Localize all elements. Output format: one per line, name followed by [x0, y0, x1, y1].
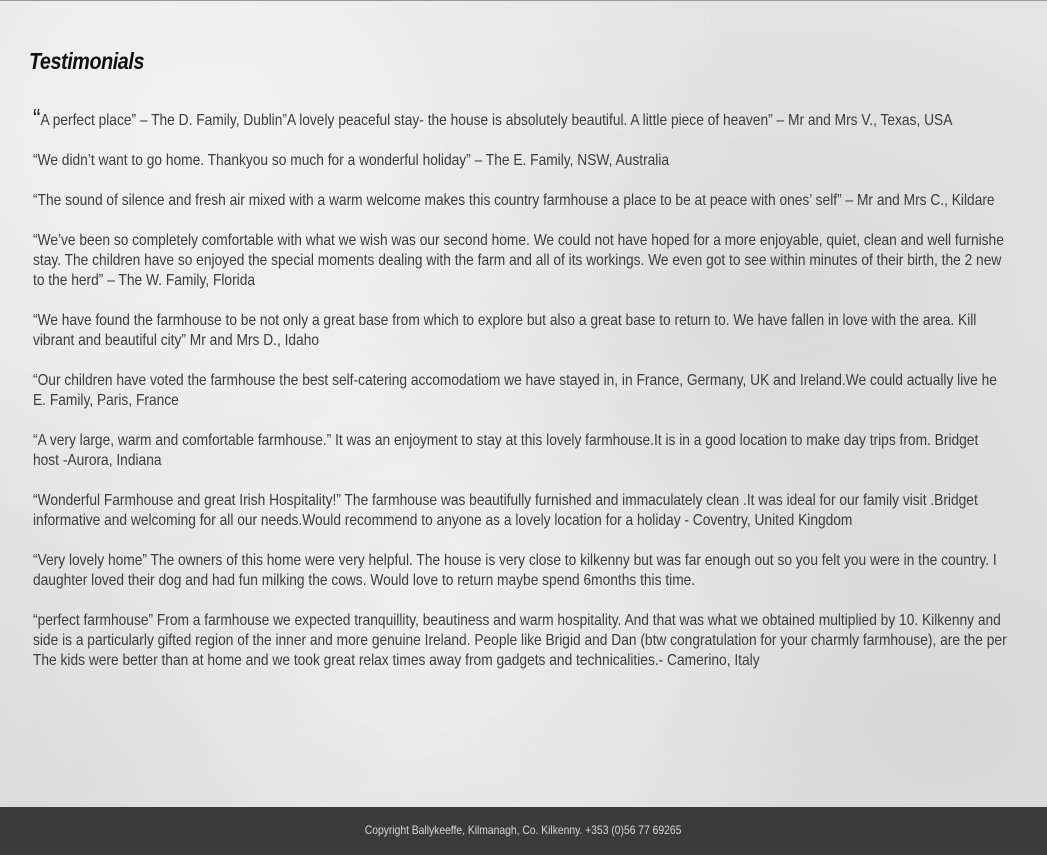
testimonial-item	[33, 311, 1044, 351]
testimonial-text: “The sound of silence and fresh air mixed with a warm welcome makes this country farmhouse a place to be at peace with ones’ self” – Mr and Mrs C., Kildare	[33, 192, 995, 209]
testimonial-text: “A very large, warm and comfortable farmhouse.” It was an enjoyment to stay at this lovely farmhouse.It is in a good location to make day trips from. Bridget	[33, 432, 979, 449]
testimonial-text: to the herd” – The W. Family, Florida	[33, 272, 256, 289]
footer-copyright	[0, 823, 1047, 837]
testimonial-text: The kids were better than at home and we took great relax times away from gadgets and technicalities.- Camerino, Italy	[33, 652, 760, 669]
testimonial-text: host -Aurora, Indiana	[33, 452, 162, 469]
testimonial-text: daughter loved their dog and had fun milking the cows. Would love to return maybe spend 6months this time.	[33, 572, 696, 589]
testimonials-list	[33, 103, 1047, 691]
testimonial-text: “perfect farmhouse” From a farmhouse we expected tranquillity, beautiness and warm hospitality. And that was what we obtained multiplied by 10. Kilkenny and	[33, 612, 1001, 629]
copyright-text: Copyright Ballykeeffe, Kilmanagh, Co. Kilkenny. +353 (0)56 77 69265	[365, 823, 682, 837]
testimonial-text: side is a particularly gifted region of the inner and more genuine Ireland. People like Brigid and Dan (btw congratulation for your charmly farmhouse), are the per	[33, 632, 1007, 649]
testimonial-item	[33, 491, 1044, 531]
site-footer	[0, 807, 1047, 855]
opening-quote-mark: “	[33, 103, 41, 133]
testimonial-text: “Our children have voted the farmhouse the best self-catering accomodatiom we have stayed in, in France, Germany, UK and Ireland.We could actually live he	[33, 372, 997, 389]
testimonial-text: E. Family, Paris, France	[33, 392, 179, 409]
testimonial-item	[33, 371, 1044, 411]
testimonial-item	[33, 103, 1044, 133]
testimonial-text: informative and welcoming for all our needs.Would recommend to anyone as a lovely location for a holiday - Coventry, United Kingdom	[33, 512, 853, 529]
page-title: Testimonials	[29, 48, 145, 74]
testimonial-item	[33, 431, 1044, 471]
testimonial-text: “We didn’t want to go home. Thankyou so much for a wonderful holiday” – The E. Family, NSW, Australia	[33, 152, 670, 169]
testimonial-item	[33, 611, 1044, 671]
testimonial-text: “Very lovely home” The owners of this home were very helpful. The house is very close to kilkenny but was far enough out so you felt you were in the country. I	[33, 552, 997, 569]
testimonial-text: A perfect place” – The D. Family, Dublin”A lovely peaceful stay- the house is absolutely beautiful. A little piece of heaven” – Mr and Mrs V., Texas, USA	[40, 112, 953, 129]
testimonial-text: “We’ve been so completely comfortable with what we wish was our second home. We could not have hoped for a more enjoyable, quiet, clean and well furnishe	[33, 232, 1004, 249]
testimonial-text: vibrant and beautiful city” Mr and Mrs D., Idaho	[33, 332, 320, 349]
testimonial-text: “Wonderful Farmhouse and great Irish Hospitality!” The farmhouse was beautifully furnished and immaculately clean .It was ideal for our family visit .Bridget	[33, 492, 978, 509]
testimonial-item	[33, 151, 1044, 171]
testimonial-item	[33, 551, 1044, 591]
testimonial-item	[33, 191, 1044, 211]
testimonial-item	[33, 231, 1044, 291]
testimonial-text: stay. The children have so enjoyed the special moments dealing with the farm and all of its workings. We even got to see within minutes of their birth, the 2 new	[33, 252, 1002, 269]
testimonial-text: “We have found the farmhouse to be not only a great base from which to explore but also a great base to return to. We have fallen in love with the area. Kill	[33, 312, 977, 329]
